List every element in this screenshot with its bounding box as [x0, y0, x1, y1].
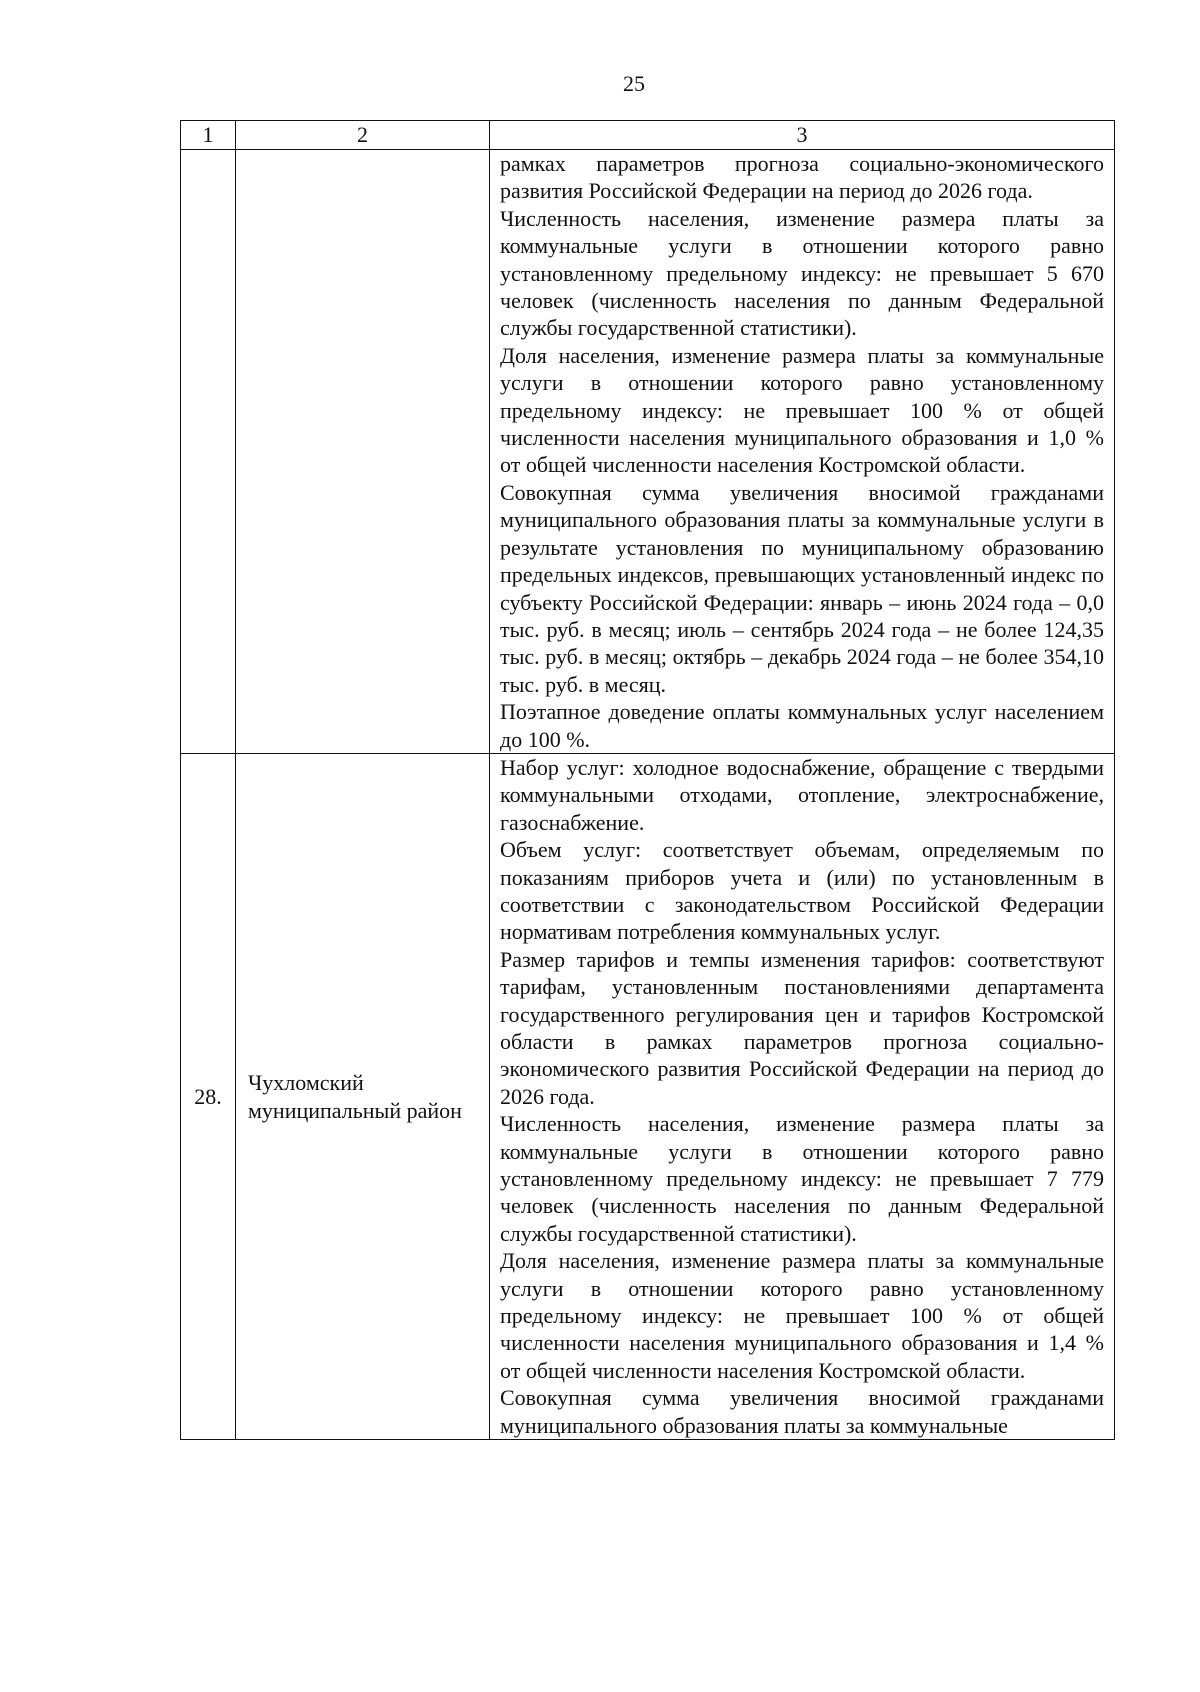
- column-header-2: 2: [236, 121, 490, 150]
- row-number: 28.: [181, 753, 236, 1439]
- description-paragraph: рамках параметров прогноза социально-экономического развития Российской Федерации на период до 2026 года.: [500, 151, 1104, 204]
- description-paragraph: Размер тарифов и темпы изменения тарифов: соответствуют тарифам, установленным постановлениями департамента государственного регулирования цен и тарифов Костромской области в рамках параметров прогноза социально-экономического развития Российской Федерации на период до 2026 года.: [500, 946, 1104, 1109]
- column-header-3: 3: [490, 121, 1115, 150]
- page-number: 25: [623, 71, 645, 96]
- description-paragraph: Набор услуг: холодное водоснабжение, обращение с твердыми коммунальными отходами, отопление, электроснабжение, газоснабжение.: [500, 754, 1104, 835]
- row-number: [181, 150, 236, 754]
- description-paragraph: Поэтапное доведение оплаты коммунальных услуг населением до 100 %.: [500, 699, 1104, 752]
- municipality-name: Чухломский муниципальный район: [236, 753, 490, 1439]
- description-paragraph: Объем услуг: соответствует объемам, определяемым по показаниям приборов учета и (или) по установленным в соответствии с законодательством Российской Федерации нормативам потребления коммунальных услуг.: [500, 837, 1104, 945]
- description-paragraph: Доля населения, изменение размера платы за коммунальные услуги в отношении которого равно установленному предельному индексу: не превышает 100 % от общей численности населения муниципального образования и 1,4 % от общей численности населения Костромской области.: [500, 1248, 1104, 1383]
- description-paragraph: Численность населения, изменение размера платы за коммунальные услуги в отношении которого равно установленному предельному индексу: не превышает 5 670 человек (численность населения по данным Федеральной службы государственной статистики).: [500, 205, 1104, 341]
- description-cell: [490, 753, 1115, 1439]
- description-paragraph: Численность населения, изменение размера платы за коммунальные услуги в отношении которого равно установленному предельному индексу: не превышает 7 779 человек (численность населения по данным Федеральной службы государственной статистики).: [500, 1111, 1104, 1246]
- description-paragraph: Совокупная сумма увеличения вносимой гражданами муниципального образования платы за коммунальные услуги в результате установления по муниципальному образованию предельных индексов, превышающих установленный индекс по субъекту Российской Федерации: январь – июнь 2024 года – 0,0 тыс. руб. в месяц; июль – сентябрь 2024 года – не более 124,35 тыс. руб. в месяц; октябрь – декабрь 2024 года – не более 354,10 тыс. руб. в месяц.: [500, 479, 1104, 697]
- description-cell: [490, 150, 1115, 754]
- municipality-table: [180, 120, 1115, 1440]
- municipality-name: [236, 150, 490, 754]
- table-row: [181, 753, 1115, 1439]
- description-paragraph: Доля населения, изменение размера платы за коммунальные услуги в отношении которого равно установленному предельному индексу: не превышает 100 % от общей численности населения муниципального образования и 1,0 % от общей численности населения Костромской области.: [500, 342, 1104, 478]
- column-header-1: 1: [181, 121, 236, 150]
- table-header-row: [181, 121, 1115, 150]
- table-row: [181, 150, 1115, 754]
- description-paragraph: Совокупная сумма увеличения вносимой гражданами муниципального образования платы за коммунальные: [500, 1385, 1104, 1438]
